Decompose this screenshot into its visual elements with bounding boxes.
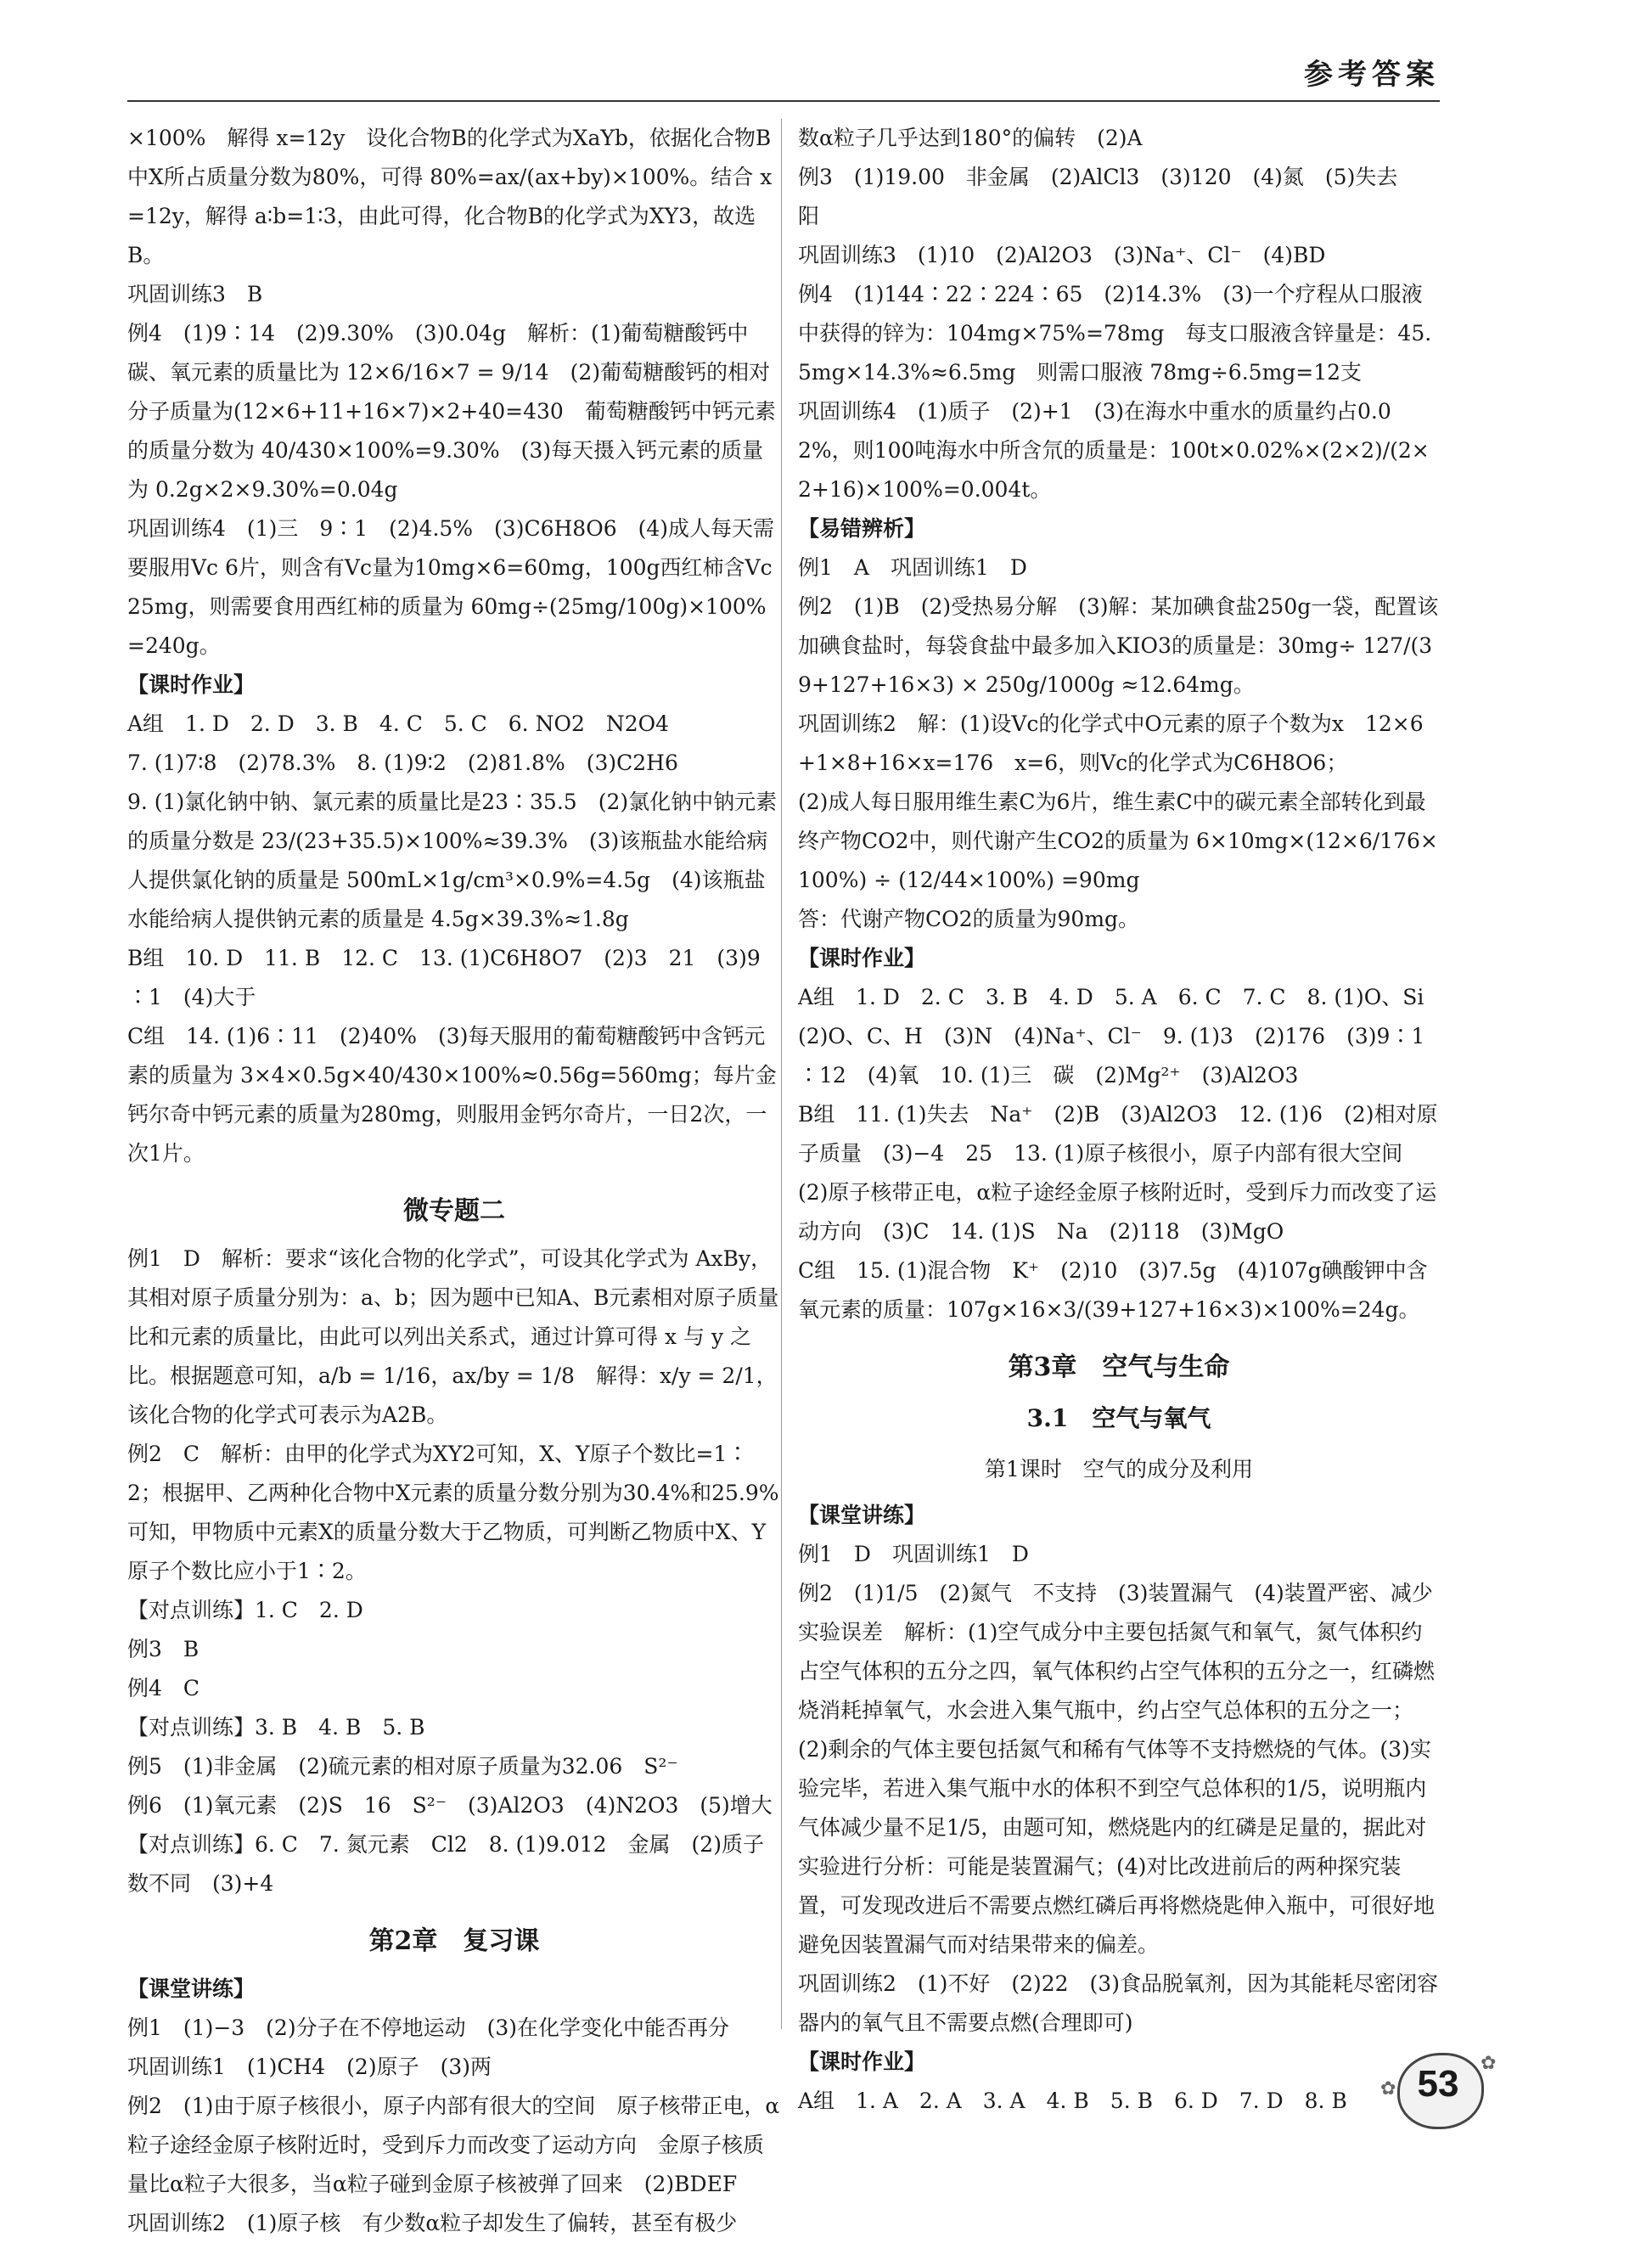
answer-paragraph: 巩固训练4 (1)质子 (2)+1 (3)在海水中重水的质量约占0.02%，则100吨海水中所含氘的质量是：100t×0.02%×(2×2)/(2×2+16)×100%=0.004t。 xyxy=(798,399,1430,502)
answer-paragraph: 数α粒子几乎达到180°的偏转 (2)A xyxy=(798,126,1143,150)
section-heading: 【课时作业】 xyxy=(798,946,926,970)
answer-paragraph: 例4 (1)9∶14 (2)9.30% (3)0.04g 解析：(1)葡萄糖酸钙中碳、氧元素的质量比为 12×6/16×7 = 9/14 (2)葡萄糖酸钙的相对分子质量为(12×6+11+16×7)×2+40=430 葡萄糖酸钙中钙元素的质量分数为 40/430×100%=9.30% (3)每天摄入钙元素的质量为 0.2g×2×9.30%=0.04g xyxy=(127,321,776,502)
section-heading: 【易错辨析】 xyxy=(798,516,926,541)
answer-paragraph: 例6 (1)氧元素 (2)S 16 S²⁻ (3)Al2O3 (4)N2O3 (5)增大 xyxy=(127,1793,773,1818)
section-heading: 【课时作业】 xyxy=(798,2049,926,2074)
column-divider xyxy=(781,119,782,2029)
answer-paragraph: 例1 (1)−3 (2)分子在不停地运动 (3)在化学变化中能否再分 xyxy=(127,2015,729,2040)
left-column xyxy=(127,119,781,2243)
answer-paragraph: B组 11. (1)失去 Na⁺ (2)B (3)Al2O3 12. (1)6 (2)相对原子质量 (3)−4 25 13. (1)原子核很小，原子内部有很大空间 (2)原子核带正电，α粒子途经金原子核附近时，受到斥力而改变了运动方向 (3)C 14. (1)S Na (2)118 (3)MgO xyxy=(798,1102,1438,1244)
page-number-badge xyxy=(1380,2044,1499,2138)
answer-paragraph: 例2 (1)B (2)受热易分解 (3)解：某加碘食盐250g一袋，配置该加碘食盐时，每袋食盐中最多加入KIO3的质量是：30mg÷ 127/(39+127+16×3) × 250g/1000g ≈12.64mg。 xyxy=(798,594,1439,697)
answer-paragraph: 例4 (1)144∶22∶224∶65 (2)14.3% (3)一个疗程从口服液中获得的锌为：104mg×75%=78mg 每支口服液含锌量是：45.5mg×14.3%≈6.5mg 则需口服液 78mg÷6.5mg=12支 xyxy=(798,282,1432,385)
answer-paragraph: 【对点训练】1. C 2. D xyxy=(127,1598,363,1622)
answer-paragraph: ×100% 解得 x=12y 设化合物B的化学式为XaYb，依据化合物B中X所占质量分数为80%，可得 80%=ax/(ax+by)×100%。结合 x=12y，解得 a∶b=1∶3，由此可得，化合物B的化学式为XY3，故选B。 xyxy=(127,126,773,267)
answer-paragraph: 例5 (1)非金属 (2)硫元素的相对原子质量为32.06 S²⁻ xyxy=(127,1754,678,1779)
answer-paragraph: 7. (1)7∶8 (2)78.3% 8. (1)9∶2 (2)81.8% (3)C2H6 xyxy=(127,750,678,775)
answer-paragraph: 巩固训练3 (1)10 (2)Al2O3 (3)Na⁺、Cl⁻ (4)BD xyxy=(798,243,1326,267)
page-number: 53 xyxy=(1417,2063,1459,2105)
sparkle-icon: ✿ xyxy=(1380,2078,1396,2100)
section-title: 3.1 空气与氧气 xyxy=(1026,1404,1211,1432)
answer-paragraph: 巩固训练2 (1)原子核 有少数α粒子却发生了偏转，甚至有极少 xyxy=(127,2211,738,2235)
answer-paragraph: 例3 B xyxy=(127,1637,199,1661)
answer-paragraph: (2)成人每日服用维生素C为6片，维生素C中的碳元素全部转化到最终产物CO2中，则代谢产生CO2的质量为 6×10mg×(12×6/176×100%) ÷ (12/44×100%) =90mg xyxy=(798,790,1438,892)
answer-paragraph: 巩固训练3 B xyxy=(127,282,263,306)
header-title: 参考答案 xyxy=(1304,58,1440,92)
answer-paragraph: 例1 A 巩固训练1 D xyxy=(798,555,1027,580)
answer-paragraph: 例1 D 解析：要求“该化合物的化学式”，可设其化学式为 AxBy，其相对原子质量分别为：a、b；因为题中已知A、B元素相对原子质量比和元素的质量比，由此可以列出关系式，通过计算可得 x 与 y 之比。根据题意可知，a/b = 1/16，ax/by = 1/8 解得：x/y = 2/1，该化合物的化学式可表示为A2B。 xyxy=(127,1246,779,1427)
answer-paragraph: B组 10. D 11. B 12. C 13. (1)C6H8O7 (2)3 21 (3)9∶1 (4)大于 xyxy=(127,946,761,1009)
answer-paragraph: A组 1. D 2. C 3. B 4. D 5. A 6. C 7. C 8. (1)O、Si (2)O、C、H (3)N (4)Na⁺、Cl⁻ 9. (1)3 (2)176 (3)9∶1∶12 (4)氧 10. (1)三 碳 (2)Mg²⁺ (3)Al2O3 xyxy=(798,985,1446,1088)
chapter-title: 微专题二 xyxy=(403,1196,505,1226)
answer-paragraph: 巩固训练2 (1)不好 (2)22 (3)食品脱氧剂，因为其能耗尽密闭容器内的氧气且不需要点燃(合理即可) xyxy=(798,1971,1438,2035)
answer-paragraph: 例2 C 解析：由甲的化学式为XY2可知，X、Y原子个数比=1∶2；根据甲、乙两种化合物中X元素的质量分数分别为30.4%和25.9%可知，甲物质中元素X的质量分数大于乙物质，可判断乙物质中X、Y原子个数比应小于1∶2。 xyxy=(127,1442,779,1583)
answer-paragraph: C组 14. (1)6∶11 (2)40% (3)每天服用的葡萄糖酸钙中含钙元素的质量为 3×4×0.5g×40/430×100%≈0.56g=560mg；每片金钙尔奇中钙元素的质量为280mg，则服用金钙尔奇片，一日2次，一次1片。 xyxy=(127,1024,777,1166)
answer-paragraph: A组 1. D 2. D 3. B 4. C 5. C 6. NO2 N2O4 xyxy=(127,711,670,736)
answer-paragraph: A组 1. A 2. A 3. A 4. B 5. B 6. D 7. D 8. B xyxy=(798,2088,1347,2113)
chapter-title: 第3章 空气与生命 xyxy=(1008,1352,1230,1382)
header-rule xyxy=(127,100,1440,102)
lesson-title: 第1课时 空气的成分及利用 xyxy=(985,1457,1253,1481)
answer-paragraph: 答：代谢产物CO2的质量为90mg。 xyxy=(798,907,1140,931)
answer-paragraph: 巩固训练2 解：(1)设Vc的化学式中O元素的原子个数为x 12×6+1×8+16×x=176 x=6，则Vc的化学式为C6H8O6； xyxy=(798,711,1424,775)
answer-paragraph: 例4 C xyxy=(127,1676,200,1701)
answer-paragraph: 9. (1)氯化钠中钠、氯元素的质量比是23∶35.5 (2)氯化钠中钠元素的质量分数是 23/(23+35.5)×100%≈39.3% (3)该瓶盐水能给病人提供氯化钠的质量是 500mL×1g/cm³×0.9%=4.5g (4)该瓶盐水能给病人提供钠元素的质量是 4.5g×39.3%≈1.8g xyxy=(127,790,778,931)
answer-paragraph: 例1 D 巩固训练1 D xyxy=(798,1542,1029,1566)
answer-paragraph: 【对点训练】3. B 4. B 5. B xyxy=(127,1715,425,1740)
section-heading: 【课堂讲练】 xyxy=(127,1976,256,2001)
answer-paragraph: 巩固训练1 (1)CH4 (2)原子 (3)两 xyxy=(127,2055,492,2079)
answer-paragraph: 【对点训练】6. C 7. 氮元素 Cl2 8. (1)9.012 金属 (2)质子数不同 (3)+4 xyxy=(127,1832,764,1896)
right-column xyxy=(798,119,1446,2121)
answer-paragraph: 巩固训练4 (1)三 9∶1 (2)4.5% (3)C6H8O6 (4)成人每天需要服用Vc 6片，则含有Vc量为10mg×6=60mg，100g西红柿含Vc 25mg，则需要食用西红柿的质量为 60mg÷(25mg/100g)×100%=240g。 xyxy=(127,516,775,658)
section-heading: 【课堂讲练】 xyxy=(798,1503,926,1527)
sparkle-icon: ✿ xyxy=(1481,2053,1497,2074)
section-heading: 【课时作业】 xyxy=(127,672,256,697)
chapter-title: 第2章 复习课 xyxy=(368,1926,540,1956)
answer-paragraph: 例3 (1)19.00 非金属 (2)AlCl3 (3)120 (4)氮 (5)失去 阳 xyxy=(798,165,1419,228)
answer-paragraph: 例2 (1)1/5 (2)氮气 不支持 (3)装置漏气 (4)装置严密、减少实验误差 解析：(1)空气成分中主要包括氮气和氧气，氮气体积约占空气体积的五分之四，氧气体积约占空气体积的五分之一，红磷燃烧消耗掉氧气，水会进入集气瓶中，约占空气总体积的五分之一；(2)剩余的气体主要包括氮气和稀有气体等不支持燃烧的气体。(3)实验完毕，若进入集气瓶中水的体积不到空气总体积的1/5，说明瓶内气体减少量不足1/5，由题可知，燃烧匙内的红磷是足量的，据此对实验进行分析：可能是装置漏气；(4)对比改进前后的两种探究装置，可发现改进后不需要点燃红磷后再将燃烧匙伸入瓶中，可很好地避免因装置漏气而对结果带来的偏差。 xyxy=(798,1581,1436,1957)
answer-paragraph: C组 15. (1)混合物 K⁺ (2)10 (3)7.5g (4)107g碘酸钾中含氧元素的质量：107g×16×3/(39+127+16×3)×100%=24g。 xyxy=(798,1258,1428,1322)
answer-paragraph: 例2 (1)由于原子核很小，原子内部有很大的空间 原子核带正电，α粒子途经金原子核附近时，受到斥力而改变了运动方向 金原子核质量比α粒子大很多，当α粒子碰到金原子核被弹了回来 (2)BDEF xyxy=(127,2094,780,2196)
